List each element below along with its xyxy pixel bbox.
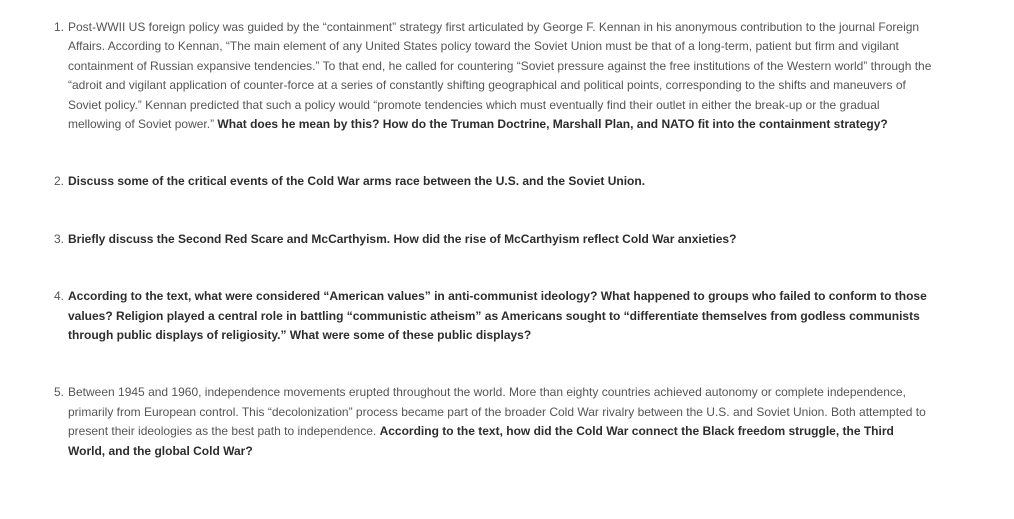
question-prompt: According to the text, what were considered “American values” in anti-communist ideology? What happened to groups who failed to conform to those values? Religion played a central role in battling “communistic atheism” as Americans sought to “differentiate themselves from godless communists through public displays of religiosity.” What were some of these public displays? [68,289,927,343]
question-prompt: Discuss some of the critical events of the Cold War arms race between the U.S. and the Soviet Union. [68,174,646,189]
question-item-3 [54,230,934,249]
question-text: Post-WWII US foreign policy was guided by the “containment” strategy first articulated by George F. Kennan in his anonymous contribution to the journal Foreign Affairs. According to Kennan, “The main element of any United States policy toward the Soviet Union must be that of a long-term, patient but firm and vigilant containment of Russian expansive tendencies.” To that end, he called for countering “Soviet pressure against the free institutions of the Western world” through the “adroit and vigilant application of counter-force at a series of constantly shifting geographical and political points, corresponding to the shifts and maneuvers of Soviet policy.” Kennan predicted that such a policy would “promote tendencies which must eventually find their outlet in either the break-up or the gradual mellowing of Soviet power.” [68,20,932,132]
question-number: 1. [54,20,65,34]
question-item-2 [54,172,934,191]
question-number: 2. [54,174,65,189]
question-text: Between 1945 and 1960, independence movements erupted throughout the world. More than eighty countries achieved autonomy or complete independence, primarily from European control. This “decolonization” process became part of the broader Cold War rivalry between the U.S. and Soviet Union. Both attempted to present their ideologies as the best path to independence. [68,385,926,439]
question-number: 3. [54,231,65,246]
question-item-5 [54,383,934,461]
question-item-4 [54,287,934,345]
question-list [54,18,934,461]
question-prompt: According to the text, how did the Cold War connect the Black freedom struggle, the Third World, and the global Cold War? [68,424,894,458]
question-prompt: Briefly discuss the Second Red Scare and McCarthyism. How did the rise of McCarthyism reflect Cold War anxieties? [68,231,737,246]
question-item-1 [54,18,934,134]
question-prompt: What does he mean by this? How do the Truman Doctrine, Marshall Plan, and NATO fit into the containment strategy? [217,117,888,132]
question-number: 5. [54,385,65,400]
question-number: 4. [54,289,65,304]
